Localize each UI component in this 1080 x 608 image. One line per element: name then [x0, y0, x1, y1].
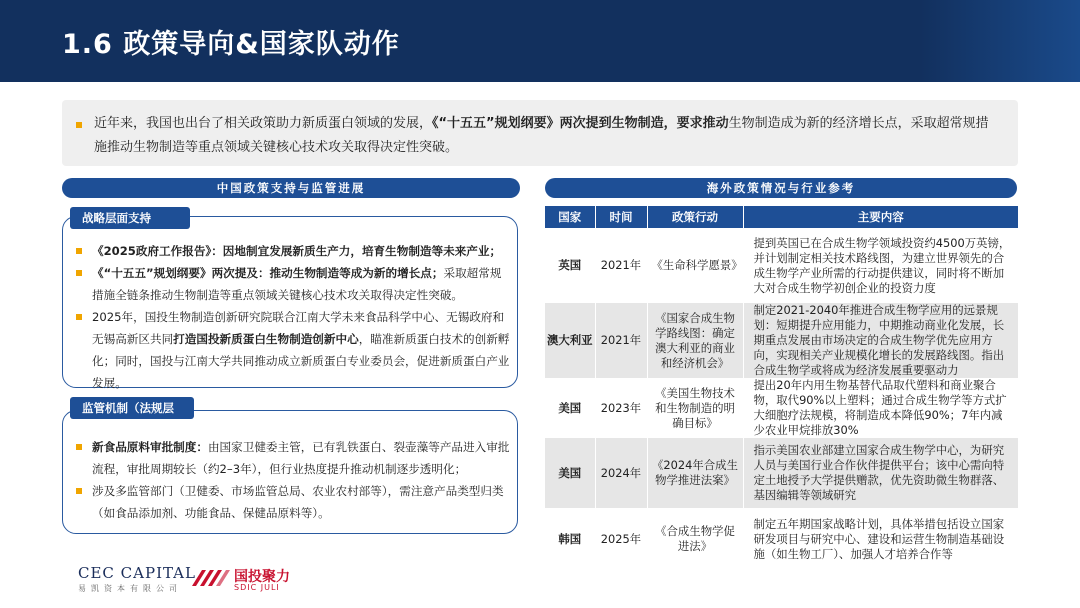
table-header-row	[545, 206, 1018, 228]
strategy-item	[76, 306, 512, 394]
content-cell: 制定五年期国家战略计划，具体举措包括设立国家研发项目与研究中心、建设和运营生物制造基础设施（如生物工厂）、加强人才培养合作等	[743, 508, 1018, 570]
country-cell: 韩国	[545, 508, 595, 570]
regulation-item-bold: 新食品原料审批制度：	[92, 440, 208, 454]
strategy-list	[76, 240, 512, 394]
country-cell: 美国	[545, 438, 595, 508]
cec-logo-main: CEC CAPITAL	[78, 564, 196, 582]
strategy-item	[76, 262, 512, 306]
strategy-item-pre: 2025年，国投生物制造创新研究院联合江南大学未来食品科学中心、无锡政府和无锡高新区共同	[92, 310, 505, 346]
column-header: 时间	[595, 206, 647, 228]
content-cell: 提到英国已在合成生物学领域投资约4500万英镑，并计划制定相关技术路线图，为建立世界领先的合成生物学产业所需的行动提供建议，同时将不断加大对合成生物学初创企业的投资力度	[743, 228, 1018, 303]
strategy-tag: 战略层面支持	[70, 207, 190, 229]
year-cell: 2021年	[595, 303, 647, 378]
strategy-item-text: ，瞄准新质蛋白技术的创新孵化；同时，国投与江南大学共同推动成立新质蛋白专业委员会，促进新质蛋白产业发展。	[92, 332, 510, 390]
bullet-marker	[76, 314, 82, 320]
bullet-marker	[76, 122, 82, 128]
table-row	[545, 228, 1018, 303]
regulation-item-text: 涉及多监管部门（卫健委、市场监管总局、农业农村部等），需注意产品类型归类（如食品添加剂、功能食品、保健品原料等）。	[92, 484, 504, 520]
column-header: 主要内容	[743, 206, 1018, 228]
strategy-item-bold: 《2025政府工作报告》：因地制宜发展新质生产力，培育生物制造等未来产业；	[92, 244, 502, 258]
column-header: 政策行动	[647, 206, 743, 228]
intro-text-bold: 《“十五五”规划纲要》两次提到生物制造，要求推动	[432, 116, 729, 131]
regulation-list	[76, 436, 512, 524]
table-row	[545, 438, 1018, 508]
regulation-item	[76, 480, 512, 524]
country-cell: 澳大利亚	[545, 303, 595, 378]
china-policy-heading: 中国政策支持与监管进展	[62, 178, 520, 198]
country-cell: 美国	[545, 378, 595, 438]
regulation-item	[76, 436, 512, 480]
country-cell: 英国	[545, 228, 595, 303]
sdic-logo-en: SDIC JULI	[234, 583, 280, 592]
intro-text-part1: 近年来，我国也出台了相关政策助力新质蛋白领域的发展，	[94, 116, 433, 131]
column-header: 国家	[545, 206, 595, 228]
overseas-policy-heading: 海外政策情况与行业参考	[545, 178, 1017, 198]
title-bar-accent	[920, 0, 1080, 82]
bullet-marker	[76, 444, 82, 450]
content-cell: 指示美国农业部建立国家合成生物学中心，为研究人员与美国行业合作伙伴提供平台；该中心需向特定土地授予大学提供赠款，优先资助微生物群落、基因编辑等领域研究	[743, 438, 1018, 508]
regulation-tag: 监管机制（法规层面）	[70, 397, 194, 419]
regulation-item-text: 由国家卫健委主管，已有乳铁蛋白、裂壶藻等产品进入审批流程，审批周期较长（约2–3年），但行业热度提升推动机制逐步透明化；	[92, 440, 510, 476]
action-cell: 《美国生物技术和生物制造的明确目标》	[647, 378, 743, 438]
year-cell: 2024年	[595, 438, 647, 508]
bullet-marker	[76, 270, 82, 276]
bullet-marker	[76, 488, 82, 494]
action-cell: 《国家合成生物学路线图：确定澳大利亚的商业和经济机会》	[647, 303, 743, 378]
strategy-item-text: 采取超常规措施全链条推动生物制造等重点领域关键核心技术攻关取得决定性突破。	[92, 266, 502, 302]
table-row	[545, 508, 1018, 570]
title-bar	[0, 0, 1080, 82]
strategy-item-bold: 《“十五五”规划纲要》两次提及：推动生物制造等成为新的增长点；	[92, 266, 444, 280]
action-cell: 《生命科学愿景》	[647, 228, 743, 303]
sdic-logo-cn: 国投聚力	[234, 569, 290, 585]
action-cell: 《合成生物学促进法》	[647, 508, 743, 570]
page-title: 1.6 政策导向&国家队动作	[62, 29, 400, 60]
table-row	[545, 303, 1018, 378]
strategy-item-bold: 打造国投新质蛋白生物制造创新中心	[173, 332, 359, 346]
content-cell: 制定2021-2040年推进合成生物学应用的远景规划：短期提升应用能力，中期推动商业化发展，长期重点发展由市场决定的合成生物学优先应用方向，实现相关产业规模化增长的发展路线图。指出合成生物学或将成为经济发展重要驱动力	[743, 303, 1018, 378]
action-cell: 《2024年合成生物学推进法案》	[647, 438, 743, 508]
cec-logo-sub: 易凯资本有限公司	[78, 584, 182, 593]
overseas-policy-table	[545, 206, 1018, 570]
strategy-item	[76, 240, 512, 262]
cec-capital-logo	[78, 564, 196, 594]
bullet-marker	[76, 248, 82, 254]
content-cell: 提出20年内用生物基替代品取代塑料和商业聚合物，取代90%以上塑料；通过合成生物学等方式扩大细胞疗法规模，将制造成本降低90%；7年内减少农业甲烷排放30%	[743, 378, 1018, 438]
intro-text-part2: 生物制造成为新的经济增长点，采取超常规措施推动生物制造等重点领域关键核心技术攻关取得决定性突破。	[94, 116, 989, 155]
sdic-mark-icon	[190, 568, 230, 588]
year-cell: 2021年	[595, 228, 647, 303]
year-cell: 2025年	[595, 508, 647, 570]
intro-box	[62, 100, 1018, 166]
table-row	[545, 378, 1018, 438]
year-cell: 2023年	[595, 378, 647, 438]
